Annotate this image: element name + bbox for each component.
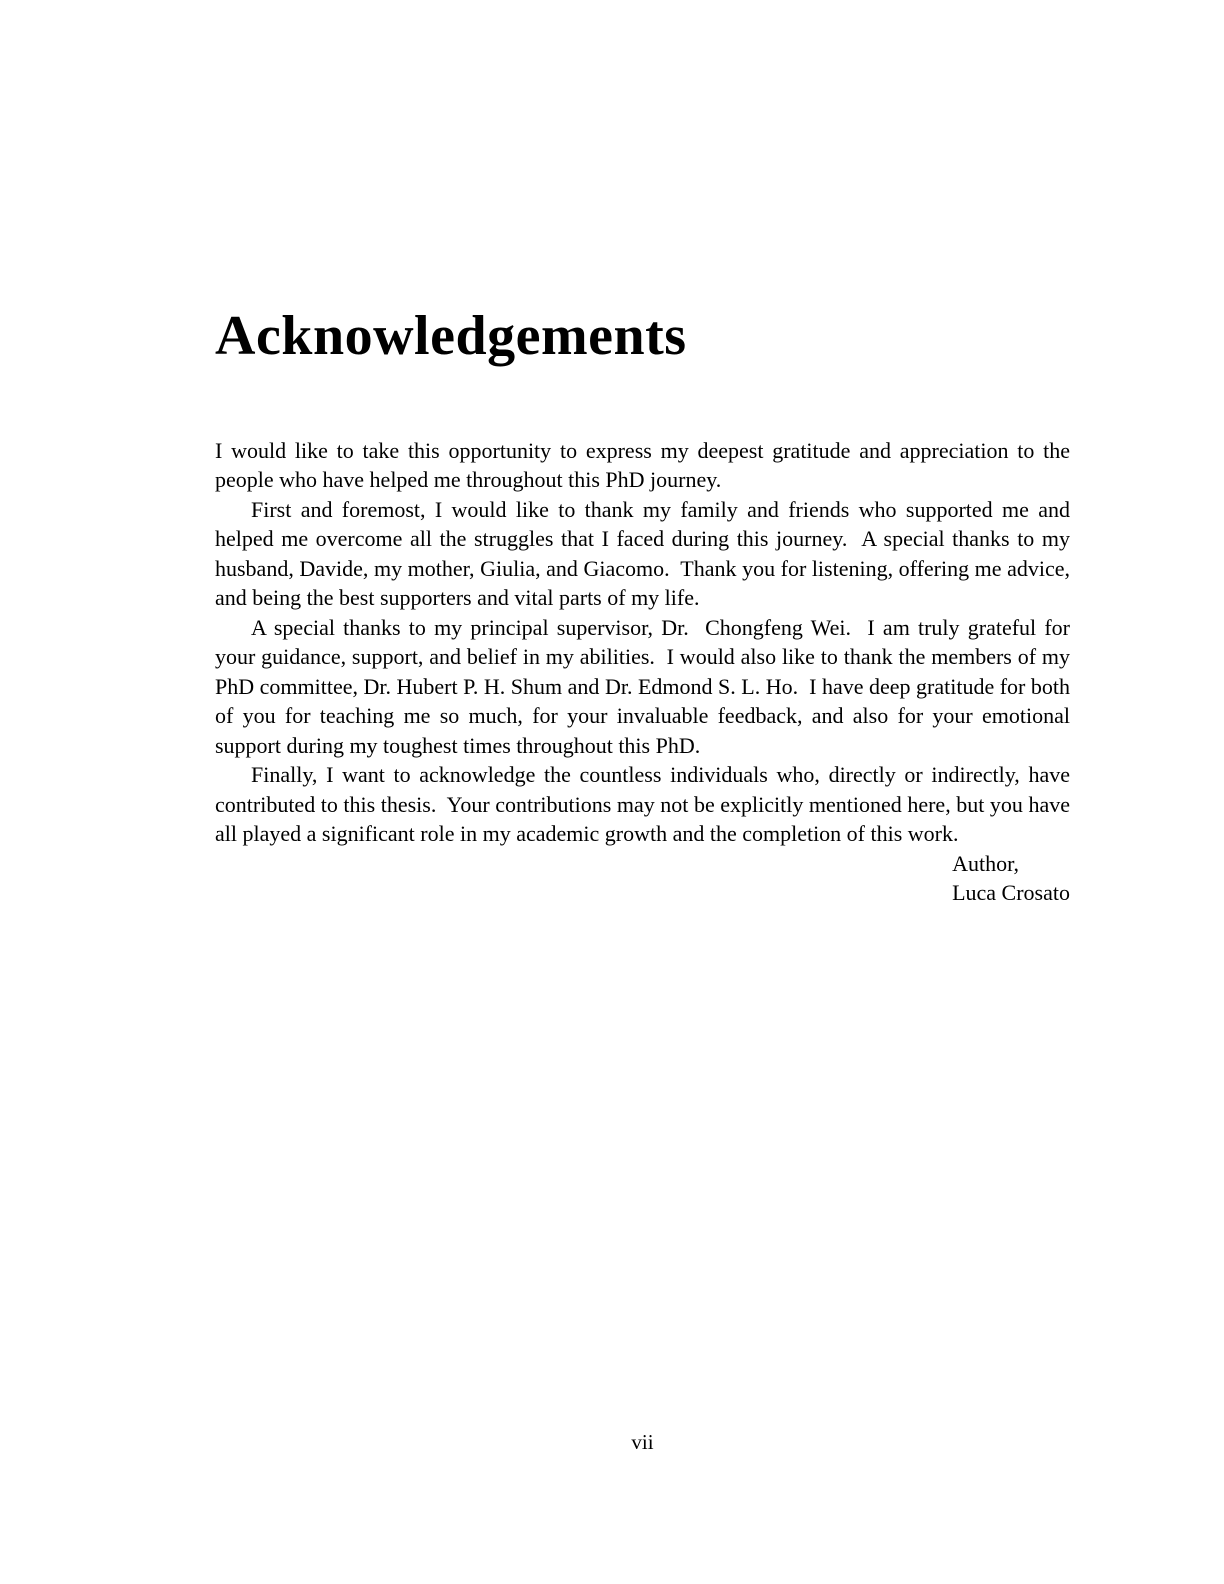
signature-role: Author,: [952, 850, 1020, 876]
paragraph-family: First and foremost, I would like to thank my family and friends who supported me and helped me overcome all the struggles that I faced during this journey. A special thanks to my husband, Davide, my mother, Giulia, and Giacomo. Thank you for listening, offering me advice, and being the best supporters and vital parts of my life.: [215, 496, 1070, 611]
signature-name: Luca Crosato: [952, 880, 1070, 906]
paragraph-intro: I would like to take this opportunity to express my deepest gratitude and appreciation to the people who have helped me throughout this PhD journey.: [215, 437, 1070, 493]
paragraph-supervisors: A special thanks to my principal supervisor, Dr. Chongfeng Wei. I am truly grateful for your guidance, support, and belief in my abilities. I would also like to thank the members of my PhD committee, Dr. Hubert P. H. Shum and Dr. Edmond S. L. Ho. I have deep gratitude for both of you for teaching me so much, for your invaluable feedback, and also for your emotional support during my toughest times throughout this PhD.: [215, 614, 1070, 758]
page-number: vii: [631, 1430, 654, 1454]
page-title: Acknowledgements: [215, 305, 687, 367]
signature-block: [215, 849, 1070, 908]
body-text: [215, 436, 1070, 908]
paragraph-final: Finally, I want to acknowledge the countless individuals who, directly or indirectly, have contributed to this thesis. Your contributions may not be explicitly mentioned here, but you have all played a significant role in my academic growth and the completion of this work.: [215, 762, 1070, 847]
signature-inner: [952, 849, 1070, 908]
